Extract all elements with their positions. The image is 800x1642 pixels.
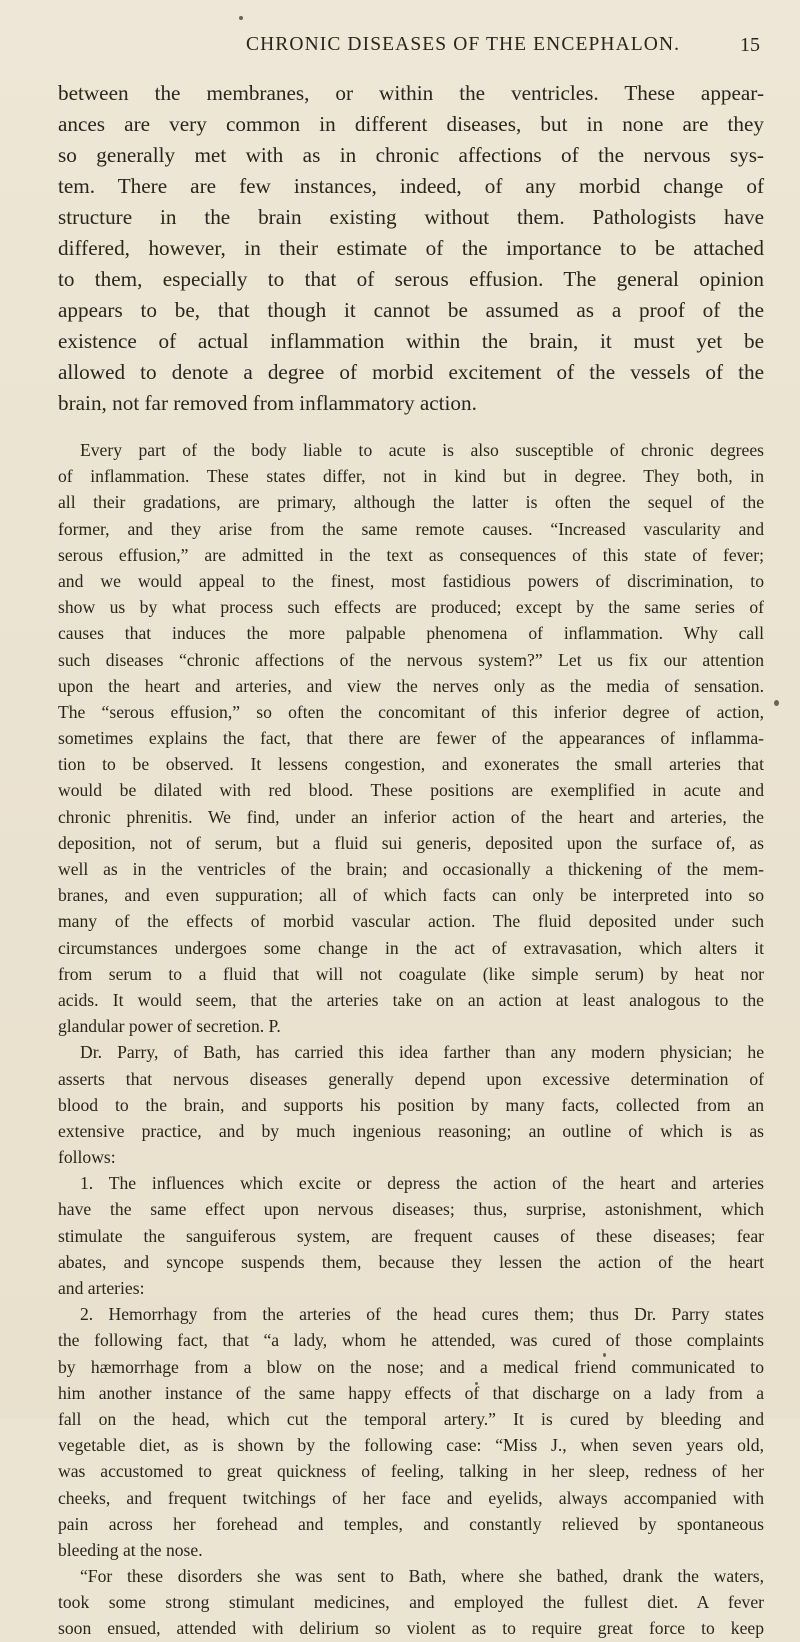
- text-line: soon ensued, attended with delirium so violent as to require great force to keep: [58, 1618, 764, 1639]
- text-line: between the membranes, or within the ventricles. These appear-: [58, 81, 764, 105]
- text-line: from serum to a fluid that will not coagulate (like simple serum) by heat nor: [58, 963, 764, 984]
- text-line: would be dilated with red blood. These positions are exemplified in acute and: [58, 780, 764, 801]
- text-line: structure in the brain existing without them. Pathologists have: [58, 205, 764, 229]
- paragraph-large-type: [58, 78, 764, 419]
- text-line: stimulate the sanguiferous system, are frequent causes of these diseases; fear: [58, 1225, 764, 1246]
- text-line: extensive practice, and by much ingenious reasoning; an outline of which is as: [58, 1120, 764, 1141]
- text-line: “For these disorders she was sent to Bath, where she bathed, drank the waters,: [80, 1566, 764, 1587]
- text-line: vegetable diet, as is shown by the following case: “Miss J., when seven years old,: [58, 1435, 764, 1456]
- text-line: 1. The influences which excite or depress the action of the heart and arteries: [80, 1173, 764, 1194]
- text-line: Every part of the body liable to acute is also susceptible of chronic degrees: [80, 440, 764, 460]
- text-line: abates, and syncope suspends them, because they lessen the action of the heart: [58, 1251, 764, 1272]
- page-body: [58, 78, 764, 1642]
- text-line: show us by what process such effects are produced; except by the same series of: [58, 597, 764, 618]
- text-line: fall on the head, which cut the temporal artery.” It is cured by bleeding and: [58, 1408, 764, 1429]
- ink-speck: [239, 16, 243, 20]
- text-line: glandular power of secretion. P.: [58, 1016, 281, 1037]
- text-line: ances are very common in different diseases, but in none are they: [58, 112, 764, 136]
- text-line: well as in the ventricles of the brain; and occasionally a thickening of the mem-: [58, 859, 764, 879]
- text-line: many of the effects of morbid vascular action. The fluid deposited under such: [58, 911, 764, 932]
- text-line: The “serous effusion,” so often the concomitant of this inferior degree of action,: [58, 701, 764, 722]
- text-line: tion to be observed. It lessens congestion, and exonerates the small arteries that: [58, 754, 764, 775]
- text-line: deposition, not of serum, but a fluid sui generis, deposited upon the surface of, as: [58, 832, 764, 853]
- text-line: circumstances undergoes some change in the act of extravasation, which alters it: [58, 937, 764, 958]
- text-line: to them, especially to that of serous effusion. The general opinion: [58, 267, 764, 291]
- text-line: the following fact, that “a lady, whom he attended, was cured of those complaints: [58, 1330, 764, 1351]
- text-line: brain, not far removed from inflammatory action.: [58, 391, 477, 415]
- text-line: serous effusion,” are admitted in the text as consequences of this state of fever;: [58, 544, 764, 565]
- text-line: branes, and even suppuration; all of which facts can only be interpreted into so: [58, 885, 764, 906]
- text-line: of inflammation. These states differ, not in kind but in degree. They both, in: [58, 466, 764, 487]
- text-line: appears to be, that though it cannot be assumed as a proof of the: [58, 298, 764, 322]
- paragraph-notes: [58, 437, 764, 1642]
- paragraph-gap: [58, 419, 764, 437]
- text-line: former, and they arise from the same remote causes. “Increased vascularity and: [58, 518, 764, 539]
- text-line: chronic phrenitis. We find, under an inferior action of the heart and arteries, the: [58, 806, 764, 827]
- text-line: upon the heart and arteries, and view the nerves only as the media of sensation.: [58, 675, 764, 696]
- text-line: have the same effect upon nervous diseases; thus, surprise, astonishment, which: [58, 1199, 764, 1220]
- ink-speck: [774, 700, 779, 706]
- text-line: causes that induces the more palpable phenomena of inflammation. Why call: [58, 623, 764, 644]
- text-line: and arteries:: [58, 1278, 145, 1298]
- text-line: 2. Hemorrhagy from the arteries of the head cures them; thus Dr. Parry states: [80, 1304, 764, 1325]
- text-line: all their gradations, are primary, although the latter is often the sequel of the: [58, 492, 764, 513]
- text-line: asserts that nervous diseases generally depend upon excessive determination of: [58, 1068, 764, 1089]
- text-line: existence of actual inflammation within the brain, it must yet be: [58, 329, 764, 353]
- text-line: allowed to denote a degree of morbid excitement of the vessels of the: [58, 360, 764, 384]
- text-line: was accustomed to great quickness of feeling, talking in her sleep, redness of her: [58, 1461, 764, 1482]
- text-line: differed, however, in their estimate of the importance to be attached: [58, 236, 764, 260]
- text-line: and we would appeal to the finest, most fastidious powers of discrimination, to: [58, 570, 764, 591]
- page-header: [0, 34, 800, 64]
- text-line: pain across her forehead and temples, and constantly relieved by spontaneous: [58, 1513, 764, 1534]
- text-line: took some strong stimulant medicines, and employed the fullest diet. A fever: [58, 1592, 764, 1613]
- text-line: tem. There are few instances, indeed, of any morbid change of: [58, 174, 764, 198]
- text-line: bleeding at the nose.: [58, 1539, 203, 1560]
- text-line: so generally met with as in chronic affections of the nervous sys-: [58, 143, 764, 167]
- text-line: by hæmorrhage from a blow on the nose; and a medical friend communicated to: [58, 1356, 764, 1377]
- page-number: 15: [740, 34, 760, 56]
- text-line: sometimes explains the fact, that there are fewer of the appearances of inflamma-: [58, 728, 764, 749]
- text-line: blood to the brain, and supports his position by many facts, collected from an: [58, 1094, 764, 1115]
- text-line: follows:: [58, 1147, 116, 1168]
- text-line: him another instance of the same happy effects of that discharge on a lady from a: [58, 1382, 764, 1403]
- running-head: CHRONIC DISEASES OF THE ENCEPHALON.: [246, 34, 681, 55]
- text-line: Dr. Parry, of Bath, has carried this idea farther than any modern physician; he: [80, 1042, 764, 1063]
- text-line: cheeks, and frequent twitchings of her face and eyelids, always accompanied with: [58, 1487, 764, 1508]
- text-line: acids. It would seem, that the arteries take on an action at least analogous to the: [58, 989, 764, 1010]
- text-line: such diseases “chronic affections of the nervous system?” Let us fix our attention: [58, 649, 764, 670]
